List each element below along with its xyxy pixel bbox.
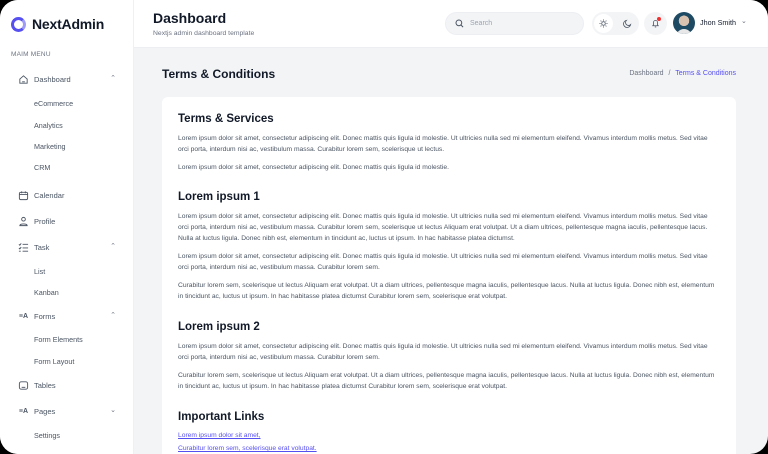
table-icon xyxy=(18,380,29,391)
sidebar-item-label: Task xyxy=(34,242,50,252)
sidebar-subitem-crm[interactable]: CRM xyxy=(34,163,51,172)
sidebar-item-label: Pages xyxy=(34,406,56,416)
theme-toggle[interactable] xyxy=(592,12,639,35)
chevron-up-icon[interactable]: ⌃ xyxy=(110,75,116,82)
search-icon xyxy=(455,15,464,33)
sidebar-item-dashboard[interactable] xyxy=(18,70,122,88)
search-placeholder: Search xyxy=(470,20,493,27)
important-link[interactable]: Curabitur lorem sem, scelerisque erat volutpat. xyxy=(178,445,317,452)
paragraph: Lorem ipsum dolor sit amet, consectetur adipiscing elit. Donec mattis quis ligula id molestie. Ut ultricies nulla sed mi elementum eleifend. Vivamus interdum mollis metus. Sed vitae orci porta, interdum nisi ac, vestibulum massa. Curabitur lorem sem. xyxy=(178,343,708,361)
light-mode-button[interactable] xyxy=(594,14,613,33)
sidebar-item-label: Tables xyxy=(34,380,56,390)
sidebar-item-profile[interactable] xyxy=(18,212,122,230)
header-subtitle: Nextjs admin dashboard template xyxy=(153,30,255,37)
sidebar-item-forms[interactable] xyxy=(18,307,122,325)
task-list-icon xyxy=(18,242,29,253)
section-heading: Important Links xyxy=(178,411,265,423)
sidebar xyxy=(0,0,134,454)
search-input[interactable] xyxy=(445,12,584,35)
page-title: Terms & Conditions xyxy=(162,67,276,81)
sidebar-item-label: Profile xyxy=(34,216,56,226)
breadcrumb xyxy=(629,70,736,77)
sidebar-item-calendar[interactable] xyxy=(18,186,122,204)
sidebar-item-task[interactable] xyxy=(18,238,122,256)
paragraph: Curabitur lorem sem, scelerisque ut lectus Aliquam erat volutpat. Ut a diam ultrices, pellentesque magna iaculis, pellentesque lacus. Nulla at luctus ligula. Donec nibh est, elementum in tincidunt ac, luctus ut ipsum. In hac habitasse platea dictumst Curabitur lorem sem, scelerisque erat volutpat. xyxy=(178,282,715,300)
sidebar-item-label: Forms xyxy=(34,311,56,321)
sidebar-subitem-form-elements[interactable]: Form Elements xyxy=(34,335,83,344)
calendar-icon xyxy=(18,190,29,201)
sidebar-subitem-settings[interactable]: Settings xyxy=(34,431,60,440)
header-title: Dashboard xyxy=(153,10,227,26)
paragraph: Lorem ipsum dolor sit amet, consectetur adipiscing elit. Donec mattis quis ligula id molestie. Ut ultricies nulla sed mi elementum eleifend. Vivamus interdum mollis metus. Sed vitae orci porta, interdum nisi ac, vestibulum massa. Curabitur lorem sem, scelerisque ut lectus. xyxy=(178,135,708,153)
chevron-up-icon[interactable]: ⌃ xyxy=(110,243,116,250)
breadcrumb-dashboard[interactable]: Dashboard xyxy=(629,70,664,77)
section-lorem-1 xyxy=(178,191,720,302)
sidebar-subitem-marketing[interactable]: Marketing xyxy=(34,142,66,151)
home-icon xyxy=(18,74,29,85)
moon-icon xyxy=(623,15,632,33)
section-terms-services xyxy=(178,113,720,173)
breadcrumb-separator: / xyxy=(668,70,671,77)
sidebar-item-pages[interactable] xyxy=(18,402,122,420)
menu-section-label: MAIM MENU xyxy=(11,51,51,58)
sidebar-subitem-form-layout[interactable]: Form Layout xyxy=(34,357,75,366)
user-name[interactable]: Jhon Smith xyxy=(700,18,736,27)
important-link[interactable]: Lorem ipsum dolor sit amet, xyxy=(178,432,261,439)
sidebar-subitem-list[interactable]: List xyxy=(34,267,46,276)
notification-dot xyxy=(657,17,661,21)
app-name: NextAdmin xyxy=(32,16,105,32)
sun-icon xyxy=(599,15,608,33)
dark-mode-button[interactable] xyxy=(618,14,637,33)
content-card xyxy=(162,97,736,454)
chevron-up-icon[interactable]: ⌃ xyxy=(110,312,116,319)
user-icon xyxy=(18,216,29,227)
section-heading: Terms & Services xyxy=(178,113,274,125)
notifications-button[interactable] xyxy=(644,12,667,35)
paragraph: Lorem ipsum dolor sit amet, consectetur adipiscing elit. Donec mattis quis ligula id molestie. Ut ultricies nulla sed mi elementum eleifend. Vivamus interdum mollis metus. Sed vitae orci porta, interdum nisi ac, vestibulum massa. Curabitur lorem sem, scelerisque ut lectus Aliquam erat volutpat. Ut a diam ultrices, pellentesque magna iaculis, pellentesque lacus. Nulla at luctus ligula. Donec nibh est, elementum in tincidunt ac, luctus ut ipsum. In hac habitasse platea dictumst. xyxy=(178,213,708,242)
section-heading: Lorem ipsum 1 xyxy=(178,191,260,203)
sidebar-subitem-analytics[interactable]: Analytics xyxy=(34,121,63,130)
paragraph: Lorem ipsum dolor sit amet, consectetur adipiscing elit. Donec mattis quis ligula id molestie. Ut ultricies nulla sed mi elementum eleifend. Vivamus interdum mollis metus. Sed vitae orci porta, interdum nisi ac, vestibulum massa. Curabitur lorem sem. xyxy=(178,253,708,271)
section-lorem-2 xyxy=(178,321,720,392)
section-heading: Lorem ipsum 2 xyxy=(178,321,260,333)
sidebar-item-tables[interactable] xyxy=(18,376,122,394)
section-important-links xyxy=(178,411,720,452)
top-header xyxy=(134,0,768,48)
chevron-down-icon[interactable]: ⌄ xyxy=(110,407,116,414)
forms-icon: ≡A xyxy=(18,312,29,320)
breadcrumb-current: Terms & Conditions xyxy=(675,70,736,77)
sidebar-subitem-ecommerce[interactable]: eCommerce xyxy=(34,99,74,108)
sidebar-item-label: Dashboard xyxy=(34,74,71,84)
sidebar-item-label: Calendar xyxy=(34,190,65,200)
paragraph: Lorem ipsum dolor sit amet, consectetur adipiscing elit. Donec mattis quis ligula id molestie. xyxy=(178,164,449,171)
sidebar-subitem-kanban[interactable]: Kanban xyxy=(34,288,59,297)
paragraph: Curabitur lorem sem, scelerisque ut lectus Aliquam erat volutpat. Ut a diam ultrices, pellentesque magna iaculis, pellentesque lacus. Nulla at luctus ligula. Donec nibh est, elementum in tincidunt ac, luctus ut ipsum. In hac habitasse platea dictumst Curabitur lorem sem, scelerisque erat volutpat. xyxy=(178,372,715,390)
avatar[interactable] xyxy=(673,12,695,34)
logo[interactable] xyxy=(11,16,104,32)
chevron-down-icon[interactable]: ⌄ xyxy=(741,18,747,25)
pages-icon: ≡A xyxy=(18,407,29,415)
logo-icon xyxy=(11,17,26,32)
